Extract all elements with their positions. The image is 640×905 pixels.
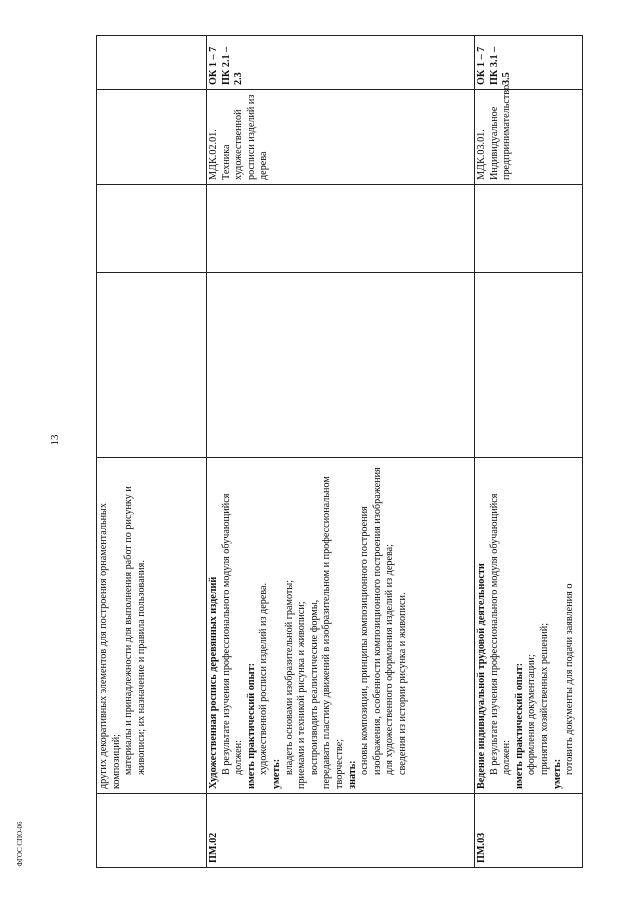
hours-cell bbox=[207, 273, 475, 458]
content-line: сведения из истории рисунка и живописи. bbox=[396, 592, 408, 775]
mdk-cell bbox=[97, 90, 207, 185]
pk-range: ПК 2.1 – 2.3 bbox=[220, 46, 245, 85]
module-code-cell: ПМ.02 bbox=[207, 794, 475, 868]
content-line: уметь: bbox=[270, 758, 282, 789]
mdk-cell: МДК.02.01. Техника художественной росписи изделий из дерева bbox=[207, 90, 475, 185]
content-line: основы композиции, принципы композиционного построения изображения, особенности композиционного построения изображения для художественного оформления изделий из дерева; bbox=[359, 467, 396, 775]
content-line: иметь практический опыт: bbox=[513, 662, 525, 789]
content-line: знать: bbox=[346, 760, 358, 789]
competency-cell bbox=[207, 36, 475, 90]
module-code-cell: ПМ.03 bbox=[475, 794, 583, 868]
table-row bbox=[207, 36, 475, 868]
module-content-cell bbox=[475, 458, 583, 794]
content-line: принятия хозяйственных решений; bbox=[538, 622, 550, 775]
ok-range: ОК 1 – 7 bbox=[208, 46, 219, 85]
content-line: В результате изучения профессионального модуля обучающийся должен: bbox=[220, 493, 245, 775]
content-line: воспроизводить реалистические формы, bbox=[308, 599, 320, 775]
hours-cell bbox=[97, 185, 207, 273]
module-code-cell bbox=[97, 794, 207, 868]
content-line: Художественная роспись деревянных изделий bbox=[208, 576, 219, 789]
competency-cell bbox=[97, 36, 207, 90]
table-row bbox=[475, 36, 583, 868]
content-line: уметь: bbox=[551, 758, 563, 789]
content-line: оформления документации; bbox=[526, 654, 538, 775]
content-line: иметь практический опыт: bbox=[245, 662, 257, 789]
content-line: владеть основами изобразительной грамоты; bbox=[283, 579, 295, 775]
hours-cell bbox=[475, 185, 583, 273]
mdk-cell: МДК.03.01. Индивидуальное предпринимательство bbox=[475, 90, 583, 185]
module-content-cell bbox=[97, 458, 207, 794]
table-row bbox=[97, 36, 207, 868]
page-number: 13 bbox=[49, 434, 61, 446]
hours-cell bbox=[97, 273, 207, 458]
content-line: художественной росписи изделий из дерева. bbox=[258, 582, 270, 775]
rotated-table-sheet bbox=[96, 36, 584, 868]
module-content-cell bbox=[207, 458, 475, 794]
competency-cell bbox=[475, 36, 583, 90]
content-line: В результате изучения профессионального модуля обучающийся должен: bbox=[488, 493, 513, 775]
content-line: готовить документы для подачи заявления о bbox=[564, 583, 576, 775]
hours-cell bbox=[207, 185, 475, 273]
content-line: других декоративных элементов для построения орнаментальных композиций; bbox=[98, 503, 122, 789]
pk-range: ПК 3.1 – 3.5 bbox=[488, 46, 513, 85]
content-line: передавать пластику движений в изобразительном и профессиональном творчестве; bbox=[321, 476, 345, 789]
content-line: Ведение индивидуальной трудовой деятельности bbox=[476, 563, 487, 789]
curriculum-table bbox=[96, 35, 583, 868]
footer-code: ФГОС СПО-06 bbox=[16, 821, 24, 867]
ok-range: ОК 1 – 7 bbox=[476, 46, 487, 85]
content-line: приемами и техникой рисунка и живописи; bbox=[296, 601, 308, 789]
content-line: материалы и принадлежности для выполнения работ по рисунку и живописи; их назначение и правила пользования. bbox=[123, 486, 147, 775]
hours-cell bbox=[475, 273, 583, 458]
